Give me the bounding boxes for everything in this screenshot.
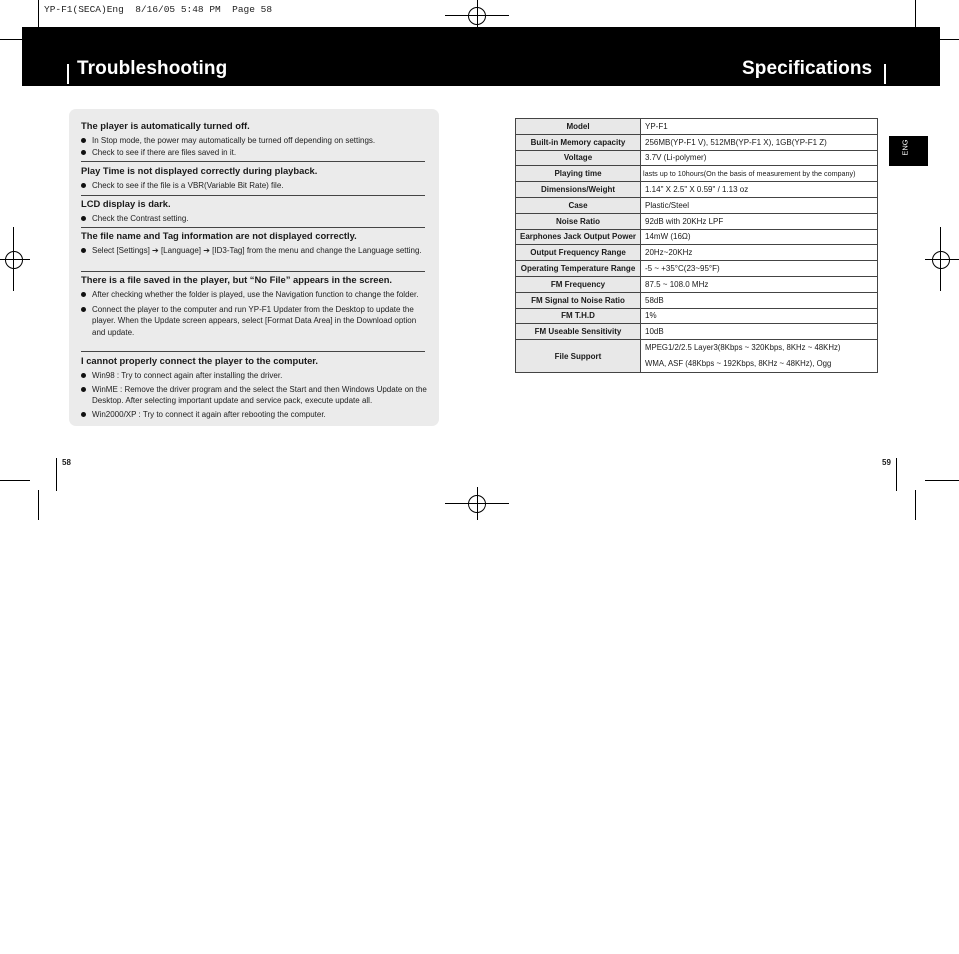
spec-value: 14mW (16Ω) [641,229,878,245]
crop-mark [0,39,22,40]
crop-mark [915,0,916,27]
trouble-title: There is a file saved in the player, but “No File” appears in the screen. [81,274,393,285]
trouble-section [81,120,425,158]
trouble-section [81,230,425,257]
language-tab [889,136,928,166]
registration-mark [932,251,950,269]
crop-mark [925,480,959,481]
page-number-right: 59 [882,458,891,467]
bullet-item: Check the Contrast setting. [81,213,425,225]
trouble-section [81,274,425,338]
spec-value: Plastic/Steel [641,197,878,213]
crop-mark [915,490,916,520]
table-row [516,197,878,213]
divider [81,271,425,272]
table-row [516,340,878,373]
spec-value: 3.7V (Li-polymer) [641,150,878,166]
spec-key: FM Signal to Noise Ratio [516,292,641,308]
table-row [516,119,878,135]
bullet-item: In Stop mode, the power may automatically be turned off depending on settings. [81,135,425,147]
table-row [516,276,878,292]
table-row [516,166,878,182]
divider [81,351,425,352]
table-row [516,245,878,261]
spec-key: Dimensions/Weight [516,182,641,198]
spec-value: lasts up to 10hours(On the basis of measurement by the company) [641,166,878,182]
registration-mark [468,7,486,25]
spec-key: Earphones Jack Output Power [516,229,641,245]
spec-value: -5 ~ +35°C(23~95°F) [641,261,878,277]
bullet-item: Win98 : Try to connect again after installing the driver. [81,370,441,382]
spec-key: Output Frequency Range [516,245,641,261]
divider [81,161,425,162]
trouble-title: Play Time is not displayed correctly during playback. [81,165,318,176]
bullet-item: Check to see if the file is a VBR(Variable Bit Rate) file. [81,180,425,192]
trouble-section [81,165,425,192]
bullet-item: Check to see if there are files saved in it. [81,147,425,159]
spec-value: 256MB(YP-F1 V), 512MB(YP-F1 X), 1GB(YP-F1 Z) [641,134,878,150]
spec-value: 1.14" X 2.5" X 0.59" / 1.13 oz [641,182,878,198]
spec-key: Noise Ratio [516,213,641,229]
trouble-title: LCD display is dark. [81,198,171,209]
spec-key: Case [516,197,641,213]
spec-key: FM Frequency [516,276,641,292]
spec-key: FM T.H.D [516,308,641,324]
table-row [516,182,878,198]
table-row [516,261,878,277]
print-slug: YP-F1(SECA)Eng 8/16/05 5:48 PM Page 58 [44,4,273,15]
trouble-section [81,198,425,225]
page-edge-mark [896,458,897,491]
bullet-item: After checking whether the folder is played, use the Navigation function to change the folder. [81,289,425,301]
title-bar-accent [884,64,886,84]
table-row [516,150,878,166]
table-row [516,324,878,340]
table-row [516,134,878,150]
table-row [516,308,878,324]
spec-key: Operating Temperature Range [516,261,641,277]
spec-key: Voltage [516,150,641,166]
trouble-title: The file name and Tag information are not displayed correctly. [81,230,357,241]
crop-mark [940,39,959,40]
spec-key: FM Useable Sensitivity [516,324,641,340]
trouble-title: I cannot properly connect the player to the computer. [81,355,319,366]
spec-value [641,340,878,373]
language-tab-label: ENG [900,139,910,156]
page-title-troubleshooting: Troubleshooting [77,58,228,79]
page-number-left: 58 [62,458,71,467]
spec-value: 10dB [641,324,878,340]
crop-mark [38,490,39,520]
page-edge-mark [56,458,57,491]
crop-mark [0,480,30,481]
specifications-table [515,118,878,373]
registration-mark [5,251,23,269]
spec-value: 92dB with 20KHz LPF [641,213,878,229]
bullet-item: Win2000/XP : Try to connect it again after rebooting the computer. [81,409,441,421]
spec-value: YP-F1 [641,119,878,135]
title-bar-accent [67,64,69,84]
divider [81,227,425,228]
crop-mark [38,0,39,27]
spec-value: 1% [641,308,878,324]
trouble-section [81,355,441,420]
bullet-item: WinME : Remove the driver program and the select the Start and then Windows Update on the Desktop. After selecting important update and service pack, execute update all. [81,384,441,407]
bullet-item: Connect the player to the computer and run YP-F1 Updater from the Desktop to update the player. When the Update screen appears, select [Format Data Area] in the Download option and update. [81,304,425,339]
spec-value: 58dB [641,292,878,308]
spec-key: File Support [516,340,641,373]
table-row [516,292,878,308]
spec-key: Playing time [516,166,641,182]
spec-value: 20Hz~20KHz [641,245,878,261]
spec-key: Built-in Memory capacity [516,134,641,150]
spec-key: Model [516,119,641,135]
spec-value-line: WMA, ASF (48Kbps ~ 192Kbps, 8KHz ~ 48KHz), Ogg [645,359,832,369]
page-title-specifications: Specifications [742,58,873,79]
table-row [516,213,878,229]
registration-mark [468,495,486,513]
trouble-title: The player is automatically turned off. [81,120,250,131]
divider [81,195,425,196]
table-row [516,229,878,245]
bullet-item: Select [Settings] ➔ [Language] ➔ [ID3-Tag] from the menu and change the Language setting. [81,245,425,257]
spec-value-line: MPEG1/2/2.5 Layer3(8Kbps ~ 320Kbps, 8KHz ~ 48KHz) [645,343,841,353]
spec-value: 87.5 ~ 108.0 MHz [641,276,878,292]
